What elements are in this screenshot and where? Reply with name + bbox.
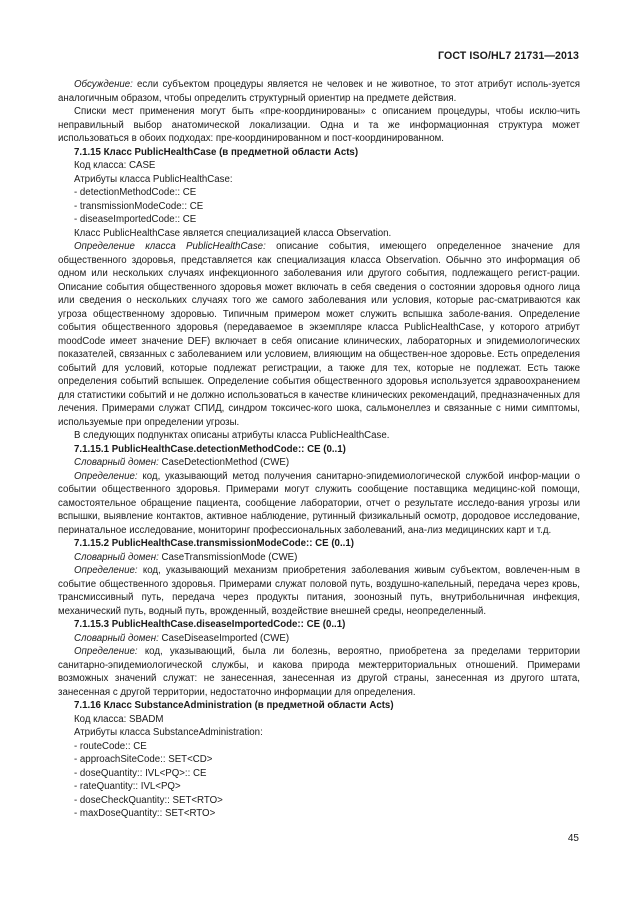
definition-text: код, указывающий метод получения санитарно-эпидемиологической службой инфор-мации о событии общественного здоровья. Примерами могут служить сообщение поставщика медицинс-кой помощи, самостоятельное обращение пациента, сообщение лаборатории, отчет о результате исследо-вания угрозы или вспышки, выявление контактов, активное наблюдение, рутинный физикальный осмотр, дородовое исследование, перинатальное исследование, мониторинг профессиональных заболеваний, ана-лиз медицинских карт и т.д. (58, 470, 580, 536)
vocabulary-domain-label: Словарный домен: (74, 632, 159, 644)
section-heading-7-1-15-1: 7.1.15.1 PublicHealthCase.detectionMethodCode:: CE (0..1) (74, 443, 346, 455)
vocabulary-domain-label: Словарный домен: (74, 551, 159, 563)
attribute-item: - doseQuantity:: IVL<PQ>:: CE (74, 767, 207, 779)
definition-label: Определение: (74, 565, 138, 576)
page-number: 45 (567, 833, 579, 844)
attribute-item: - doseCheckQuantity:: SET<RTO> (74, 794, 223, 806)
vocabulary-domain (58, 456, 580, 470)
document-header: ГОСТ ISO/HL7 21731—2013 (438, 50, 579, 62)
class-definition-label: Определение класса PublicHealthCase: (74, 241, 266, 252)
attributes-title-substanceadministration: Атрибуты класса SubstanceAdministration: (74, 727, 263, 738)
section-heading-7-1-15-3: 7.1.15.3 PublicHealthCase.diseaseImportedCode:: CE (0..1) (74, 619, 346, 630)
page-content (58, 78, 580, 821)
attribute-item: - transmissionModeCode:: CE (74, 200, 204, 212)
precoordination-paragraph: Списки мест применения могут быть «пре-координированы» с описанием процедуры, чтобы исклю-чить неправильный выбор анатомической локализации. Одна и та же информационная структура может использоваться в обоих подходах: пре-координированном и пост-координированном. (58, 106, 580, 144)
attributes-title-publichealthcase: Атрибуты класса PublicHealthCase: (74, 173, 233, 185)
discussion-label: Обсуждение: (74, 79, 133, 90)
definition-paragraph (58, 564, 580, 618)
attribute-item: - detectionMethodCode:: CE (74, 187, 197, 198)
section-heading-7-1-15-2: 7.1.15.2 PublicHealthCase.transmissionModeCode:: CE (0..1) (74, 538, 354, 549)
definition-paragraph (58, 470, 580, 538)
attribute-item: - routeCode:: CE (74, 740, 147, 752)
discussion-text: если субъектом процедуры является не человек и не животное, то этот атрибут исполь-зуется аналогичным образом, чтобы определить структурный ориентир на предмете действия. (58, 79, 580, 104)
class-definition-paragraph (58, 240, 580, 429)
vocabulary-domain-value: CaseDiseaseImported (CWE) (158, 632, 290, 644)
specialization-note: Класс PublicHealthCase является специализацией класса Observation. (74, 227, 392, 239)
definition-text: код, указывающий, была ли болезнь, вероятно, приобретена за пределами территории санитарно-эпидемиологической службы, и какова природа межтерриториальных отношений. Примерами возможных значений служат: не занесенная, занесенная из другой страны, занесенная из другого штата, занесенная с другой территории, недостаточно информации для определения. (58, 646, 580, 698)
attribute-item: - maxDoseQuantity:: SET<RTO> (74, 808, 216, 819)
attribute-item: - approachSiteCode:: SET<CD> (74, 754, 213, 765)
section-heading-7-1-15: 7.1.15 Класс PublicHealthCase (в предметной области Acts) (74, 146, 359, 158)
definition-label: Определение: (74, 646, 138, 657)
attribute-item: - diseaseImportedCode:: CE (74, 214, 197, 225)
vocabulary-domain-value: CaseTransmissionMode (CWE) (158, 551, 298, 563)
definition-paragraph (58, 645, 580, 699)
vocabulary-domain (58, 632, 580, 646)
class-code-case: Код класса: CASE (74, 160, 156, 171)
section-heading-7-1-16: 7.1.16 Класс SubstanceAdministration (в предметной области Acts) (74, 700, 394, 711)
definition-label: Определение: (74, 470, 138, 482)
subsection-intro: В следующих подпунктах описаны атрибуты класса PublicHealthCase. (74, 430, 390, 441)
vocabulary-domain-label: Словарный домен: (74, 457, 159, 468)
class-definition-text: описание события, имеющего определенное значение для общественного здоровья, представляется как специализация класса Observation. Обычно это информация об одном или нескольких случаях инфекционного заболевания или другого события, подлежащего регист-рации. Описание события общественного здоровья может включать в себя сведения о состоянии здоровья одного лица или сведения о нескольких случаях того же самого заболевания или условия, которые рас-сматриваются как угроза общественному здоровью. Типичным примером может служить вспышка заболе-вания. Определение события общественного здоровья (передаваемое в экземпляре класса PublicHealthCase, у которого атрибут moodCode имеет значение DEF) включает в себя описание клинических, лабораторных и эпидемиологических показателей, связанных с заболеванием или условием, влияющим на обществен-ное здоровье. Есть определения событий для условий, которые подлежат регистрации, а также для тех, которые не подлежат. Есть также определения событий вспышек. Определение события общественного здоровья используется здравоохранением для статистики событий и не должно использоваться в качестве клинических рекомендаций, предназначенных для лечения. Примерами служат СПИД, синдром токсичес-кого шока, сальмонеллез и связанные с ними симптомы, используемые при определении угрозы. (58, 241, 580, 428)
attribute-item: - rateQuantity:: IVL<PQ> (74, 781, 181, 792)
discussion-paragraph (58, 78, 580, 105)
vocabulary-domain-value: CaseDetectionMethod (CWE) (158, 457, 290, 468)
class-code-sbadm: Код класса: SBADM (74, 713, 164, 725)
definition-text: код, указывающий механизм приобретения заболевания живым субъектом, вовлечен-ным в событие общественного здоровья. Примерами служат половой путь, воздушно-капельный, передача через кровь, трансмиссивный путь, передача через продукты питания, зоонозный путь, внутрибольничная инфекция, механический путь, водный путь, врожденный, воздействие внешней среды, неопределенный. (58, 565, 580, 617)
vocabulary-domain (58, 551, 580, 565)
